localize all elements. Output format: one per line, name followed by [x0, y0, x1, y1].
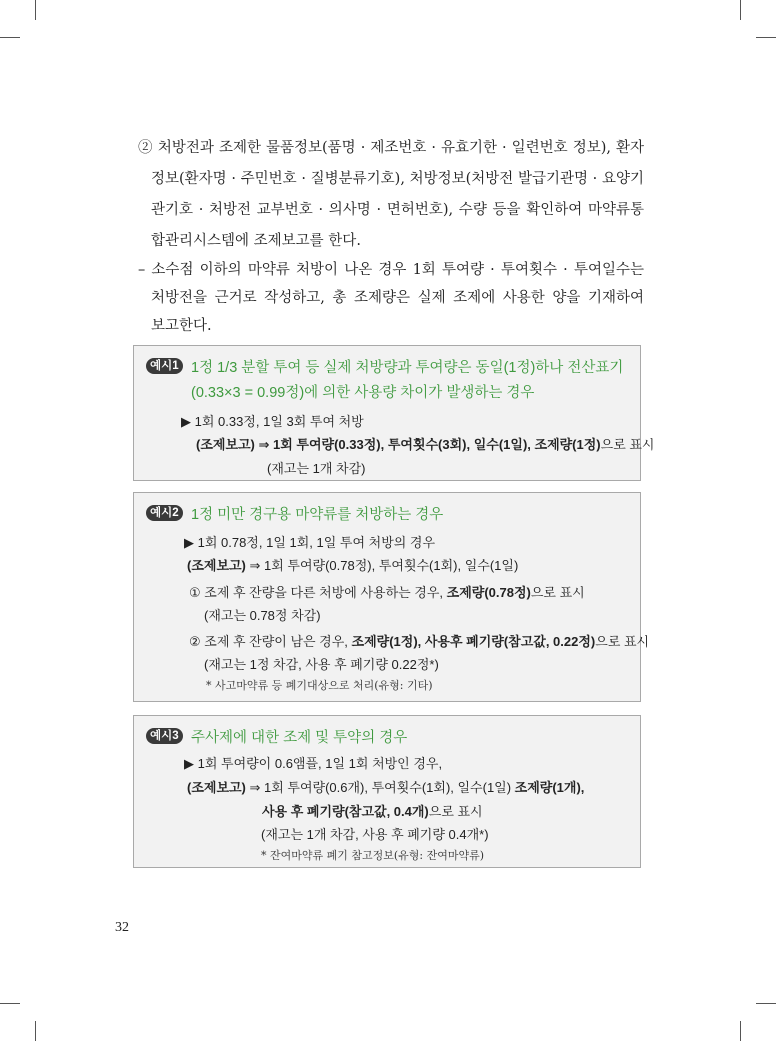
- report-result: (조제보고) ⇒ 1회 투여량(0.33정), 투여횟수(3회), 일수(1일), 조제량(1정): [196, 437, 601, 452]
- crop-mark: [740, 0, 741, 20]
- example-1-box: [133, 345, 655, 481]
- example-note: (재고는 0.78정 차감): [204, 608, 321, 623]
- footnote: * 사고마약류 등 폐기대상으로 처리(유형: 기타): [206, 679, 433, 692]
- example-line: [187, 555, 518, 574]
- item-text: ② 조제 후 잔량이 남은 경우,: [189, 634, 352, 649]
- example-badge: 예시1: [146, 358, 183, 374]
- body-line: 정보(환자명 · 주민번호 · 질병분류기호), 처방정보(처방전 발급기관명 · 요양기: [151, 171, 644, 187]
- body-line: 처방전을 근거로 작성하고, 총 조제량은 실제 조제에 사용한 양을 기재하여: [151, 290, 644, 306]
- crop-mark: [0, 37, 20, 38]
- report-amount: 조제량(1개),: [514, 780, 585, 795]
- report-label: (조제보고): [187, 780, 246, 795]
- example-title: 1정 1/3 분할 투여 등 실제 처방량과 투여량은 동일(1정)하나 전산표기: [191, 360, 624, 376]
- example-line: [196, 434, 655, 453]
- crop-mark: [35, 1021, 36, 1041]
- page-number: 32: [115, 920, 129, 935]
- example-badge: 예시3: [146, 728, 183, 744]
- crop-mark: [35, 0, 36, 20]
- crop-mark: [0, 1003, 20, 1004]
- item-emph: 조제량(0.78정): [446, 585, 531, 600]
- example-title: 1정 미만 경구용 마약류를 처방하는 경우: [191, 507, 444, 523]
- item-emph: 조제량(1정), 사용후 폐기량(참고값, 0.22정): [351, 634, 596, 649]
- body-line: 합관리시스템에 조제보고를 한다.: [151, 233, 361, 249]
- body-line: 보고한다.: [151, 318, 212, 334]
- example-line: ▶ 1회 투여량이 0.6앰플, 1일 1회 처방인 경우,: [184, 756, 443, 771]
- example-3-box: [133, 715, 641, 868]
- item-text: ① 조제 후 잔량을 다른 처방에 사용하는 경우,: [189, 585, 447, 600]
- example-title: 주사제에 대한 조제 및 투약의 경우: [191, 730, 408, 746]
- report-detail: ⇒ 1회 투여량(0.6개), 투여횟수(1회), 일수(1일): [245, 780, 515, 795]
- body-line: – 소수점 이하의 마약류 처방이 나온 경우 1회 투여량 · 투여횟수 · 투여일수는: [138, 262, 644, 278]
- example-line: ▶ 1회 0.33정, 1일 3회 투여 처방: [181, 414, 364, 429]
- report-suffix: 으로 표시: [428, 804, 483, 819]
- report-emph: 사용 후 폐기량(참고값, 0.4개): [262, 804, 429, 819]
- item-suffix: 으로 표시: [530, 585, 585, 600]
- body-line: 관기호 · 처방전 교부번호 · 의사명 · 면허번호), 수량 등을 확인하여 마약류통: [151, 202, 644, 218]
- example-item: [189, 631, 649, 650]
- report-detail: ⇒ 1회 투여량(0.78정), 투여횟수(1회), 일수(1일): [245, 558, 519, 573]
- item-suffix: 으로 표시: [595, 634, 650, 649]
- footnote: * 잔여마약류 폐기 참고정보(유형: 잔여마약류): [261, 849, 485, 862]
- example-line: [262, 801, 483, 820]
- example-line: [187, 777, 584, 796]
- example-badge: 예시2: [146, 505, 183, 521]
- body-line: ② 처방전과 조제한 물품정보(품명 · 제조번호 · 유효기한 · 일련번호 정보), 환자: [138, 140, 644, 156]
- example-2-box: [133, 492, 650, 702]
- crop-mark: [740, 1021, 741, 1041]
- example-note: (재고는 1개 차감, 사용 후 폐기량 0.4개*): [261, 827, 489, 842]
- crop-mark: [756, 1003, 776, 1004]
- crop-mark: [756, 37, 776, 38]
- example-note: (재고는 1정 차감, 사용 후 폐기량 0.22정*): [204, 657, 439, 672]
- example-title: (0.33×3 = 0.99정)에 의한 사용량 차이가 발생하는 경우: [191, 385, 535, 401]
- example-line: ▶ 1회 0.78정, 1일 1회, 1일 투여 처방의 경우: [184, 535, 436, 550]
- report-suffix: 으로 표시: [600, 437, 655, 452]
- example-item: [189, 582, 585, 601]
- report-label: (조제보고): [187, 558, 246, 573]
- example-line: (재고는 1개 차감): [267, 461, 366, 476]
